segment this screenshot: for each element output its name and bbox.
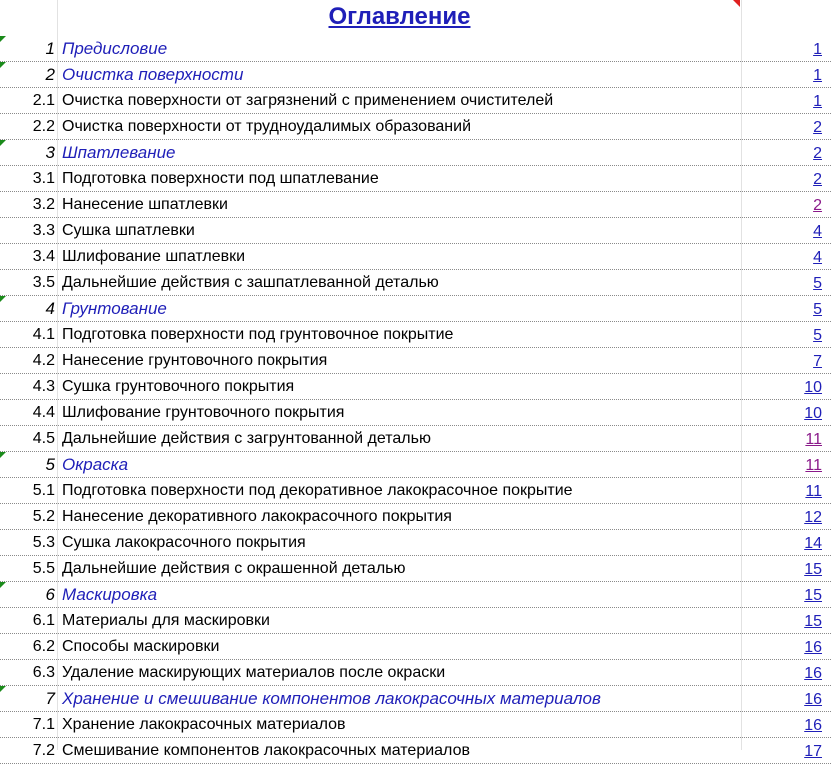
toc-page-link[interactable]: 1 bbox=[813, 93, 822, 110]
toc-row bbox=[0, 426, 831, 452]
toc-item-title: Сушка грунтовочного покрытия bbox=[62, 378, 295, 395]
toc-item-number: 4.3 bbox=[32, 378, 55, 395]
toc-item-title: Очистка поверхности bbox=[62, 65, 244, 84]
toc-item-title: Дальнейшие действия с зашпатлеванной деталью bbox=[62, 274, 439, 291]
toc-page-link[interactable]: 15 bbox=[804, 613, 822, 630]
toc-page-link[interactable]: 4 bbox=[813, 249, 822, 266]
toc-page-link[interactable]: 11 bbox=[805, 457, 822, 474]
toc-page-link[interactable]: 7 bbox=[813, 353, 822, 370]
title-row bbox=[0, 0, 831, 36]
toc-item-title: Сушка шпатлевки bbox=[62, 222, 195, 239]
toc-item-number: 4.5 bbox=[32, 430, 55, 447]
toc-section-row bbox=[0, 582, 831, 608]
toc-item-number: 6 bbox=[45, 585, 55, 604]
toc-item-number: 3.5 bbox=[32, 274, 55, 291]
toc-item-title: Подготовка поверхности под шпатлевание bbox=[62, 170, 379, 187]
toc-row bbox=[0, 374, 831, 400]
toc-page-link[interactable]: 4 bbox=[813, 223, 822, 240]
toc-row bbox=[0, 114, 831, 140]
toc-item-title: Грунтование bbox=[62, 299, 167, 318]
toc-row bbox=[0, 322, 831, 348]
toc-section-row bbox=[0, 686, 831, 712]
toc-item-title: Очистка поверхности от трудноудалимых образований bbox=[62, 118, 471, 135]
toc-section-row bbox=[0, 140, 831, 166]
toc-row bbox=[0, 400, 831, 426]
toc-item-number: 3.3 bbox=[32, 222, 55, 239]
toc-page-link[interactable]: 16 bbox=[804, 691, 822, 708]
toc-row bbox=[0, 608, 831, 634]
toc-row bbox=[0, 530, 831, 556]
toc-page-link[interactable]: 5 bbox=[813, 275, 822, 292]
toc-item-number: 5.5 bbox=[32, 560, 55, 577]
toc-item-title: Способы маскировки bbox=[62, 638, 220, 655]
toc-row bbox=[0, 660, 831, 686]
toc-item-title: Дальнейшие действия с окрашенной деталью bbox=[62, 560, 406, 577]
toc-row bbox=[0, 244, 831, 270]
toc-item-title: Подготовка поверхности под декоративное лакокрасочное покрытие bbox=[62, 482, 573, 499]
toc-item-number: 6.3 bbox=[32, 664, 55, 681]
toc-item-title: Шпатлевание bbox=[62, 143, 176, 162]
toc-page-link[interactable]: 14 bbox=[804, 535, 822, 552]
toc-item-number: 3.1 bbox=[32, 170, 55, 187]
toc-row bbox=[0, 192, 831, 218]
toc-item-title: Шлифование шпатлевки bbox=[62, 248, 246, 265]
toc-page-link[interactable]: 5 bbox=[813, 301, 822, 318]
toc-row bbox=[0, 88, 831, 114]
toc-item-title: Очистка поверхности от загрязнений с применением очистителей bbox=[62, 92, 554, 109]
toc-page-link[interactable]: 1 bbox=[813, 41, 822, 58]
toc-page-link[interactable]: 1 bbox=[813, 67, 822, 84]
toc-item-title: Удаление маскирующих материалов после окраски bbox=[62, 664, 446, 681]
toc-item-title: Материалы для маскировки bbox=[62, 612, 270, 629]
toc-page-link[interactable]: 11 bbox=[805, 431, 822, 448]
toc-item-title: Дальнейшие действия с загрунтованной деталью bbox=[62, 430, 431, 447]
toc-item-title: Сушка лакокрасочного покрытия bbox=[62, 534, 306, 551]
toc-item-title: Нанесение декоративного лакокрасочного покрытия bbox=[62, 508, 452, 525]
toc-item-title: Окраска bbox=[62, 455, 129, 474]
toc-item-number: 2 bbox=[45, 65, 55, 84]
toc-item-number: 5.2 bbox=[32, 508, 55, 525]
toc-page-link[interactable]: 2 bbox=[813, 197, 822, 214]
toc-item-number: 2.2 bbox=[32, 118, 55, 135]
toc-row bbox=[0, 166, 831, 192]
toc-section-row bbox=[0, 452, 831, 478]
toc-item-number: 7 bbox=[45, 689, 55, 708]
toc-item-number: 1 bbox=[45, 39, 55, 58]
toc-item-number: 7.1 bbox=[32, 716, 55, 733]
toc-item-number: 4 bbox=[45, 299, 55, 318]
toc-page-link[interactable]: 2 bbox=[813, 119, 822, 136]
toc-page-link[interactable]: 17 bbox=[804, 743, 822, 760]
toc-row bbox=[0, 270, 831, 296]
toc-item-number: 6.1 bbox=[32, 612, 55, 629]
toc-page-link[interactable]: 16 bbox=[804, 717, 822, 734]
toc-section-row bbox=[0, 36, 831, 62]
toc-item-title: Подготовка поверхности под грунтовочное покрытие bbox=[62, 326, 454, 343]
toc-item-title: Смешивание компонентов лакокрасочных материалов bbox=[62, 742, 470, 759]
toc-page-link[interactable]: 15 bbox=[804, 587, 822, 604]
page-title[interactable]: Оглавление bbox=[328, 3, 471, 30]
toc-item-number: 4.4 bbox=[32, 404, 55, 421]
toc-row bbox=[0, 634, 831, 660]
toc-page-link[interactable]: 2 bbox=[813, 171, 822, 188]
toc-row bbox=[0, 504, 831, 530]
toc-item-number: 5.1 bbox=[32, 482, 55, 499]
toc-item-title: Нанесение шпатлевки bbox=[62, 196, 228, 213]
toc-item-number: 2.1 bbox=[32, 92, 55, 109]
toc-item-title: Нанесение грунтовочного покрытия bbox=[62, 352, 328, 369]
toc-item-title: Предисловие bbox=[62, 39, 168, 58]
toc-page-link[interactable]: 5 bbox=[813, 327, 822, 344]
toc-row bbox=[0, 556, 831, 582]
toc-page-link[interactable]: 11 bbox=[805, 483, 822, 500]
toc-page-link[interactable]: 16 bbox=[804, 665, 822, 682]
toc-item-title: Хранение лакокрасочных материалов bbox=[62, 716, 346, 733]
toc-row bbox=[0, 712, 831, 738]
toc-item-number: 5 bbox=[45, 455, 55, 474]
toc-row bbox=[0, 218, 831, 244]
toc-item-number: 4.1 bbox=[32, 326, 55, 343]
toc-list bbox=[0, 36, 831, 764]
toc-row bbox=[0, 738, 831, 764]
toc-item-title: Шлифование грунтовочного покрытия bbox=[62, 404, 345, 421]
toc-page-link[interactable]: 16 bbox=[804, 639, 822, 656]
toc-item-title: Хранение и смешивание компонентов лакокрасочных материалов bbox=[62, 689, 601, 708]
toc-item-number: 3.2 bbox=[32, 196, 55, 213]
toc-item-number: 5.3 bbox=[32, 534, 55, 551]
toc-page-link[interactable]: 12 bbox=[804, 509, 822, 526]
toc-section-row bbox=[0, 296, 831, 322]
toc-section-row bbox=[0, 62, 831, 88]
toc-item-title: Маскировка bbox=[62, 585, 158, 604]
toc-item-number: 6.2 bbox=[32, 638, 55, 655]
toc-item-number: 3.4 bbox=[32, 248, 55, 265]
toc-row bbox=[0, 478, 831, 504]
toc-item-number: 4.2 bbox=[32, 352, 55, 369]
comment-indicator-icon bbox=[733, 0, 740, 7]
toc-page-link[interactable]: 15 bbox=[804, 561, 822, 578]
toc-item-number: 7.2 bbox=[32, 742, 55, 759]
toc-page-link[interactable]: 10 bbox=[804, 379, 822, 396]
toc-page-link[interactable]: 2 bbox=[813, 145, 822, 162]
toc-item-number: 3 bbox=[45, 143, 55, 162]
toc-page-link[interactable]: 10 bbox=[804, 405, 822, 422]
toc-row bbox=[0, 348, 831, 374]
